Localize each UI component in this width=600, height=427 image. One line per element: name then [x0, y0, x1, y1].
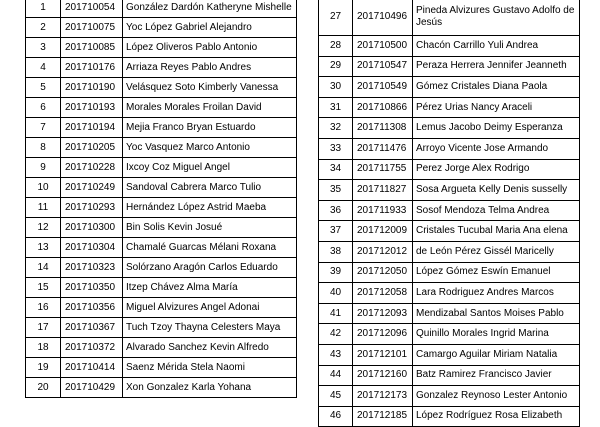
row-number-cell: 3: [26, 38, 61, 58]
table-row: [26, 198, 297, 218]
student-id-cell: 201710350: [61, 278, 123, 298]
student-id-cell: 201712173: [353, 386, 413, 407]
student-id-cell: 201710194: [61, 118, 123, 138]
student-id-cell: 201710205: [61, 138, 123, 158]
student-name-cell: Lara Rodriguez Andres Marcos: [413, 283, 580, 304]
student-name-cell: Cristales Tucubal Maria Ana elena: [413, 221, 580, 242]
student-name-cell: Pérez Urias Nancy Araceli: [413, 97, 580, 118]
row-number-cell: 27: [319, 0, 353, 36]
table-row: [319, 303, 580, 324]
student-name-cell: Saenz Mérida Stela Naomi: [123, 358, 297, 378]
student-name-cell: López Rodríguez Rosa Elizabeth: [413, 406, 580, 427]
student-id-cell: 201710549: [353, 77, 413, 98]
row-number-cell: 35: [319, 180, 353, 201]
student-name-cell: Sosof Mendoza Telma Andrea: [413, 200, 580, 221]
table-row: [26, 298, 297, 318]
student-id-cell: 201710323: [61, 258, 123, 278]
student-name-cell: Sandoval Cabrera Marco Tulio: [123, 178, 297, 198]
student-id-cell: 201712160: [353, 365, 413, 386]
row-number-cell: 1: [26, 0, 61, 18]
student-id-cell: 201710496: [353, 0, 413, 36]
student-list-table-right: [318, 0, 580, 427]
student-list-table-left: [25, 0, 297, 398]
student-id-cell: 201710500: [353, 36, 413, 57]
student-id-cell: 201710304: [61, 238, 123, 258]
student-id-cell: 201710414: [61, 358, 123, 378]
student-name-cell: Velásquez Soto Kimberly Vanessa: [123, 78, 297, 98]
row-number-cell: 19: [26, 358, 61, 378]
table-row: [26, 0, 297, 18]
student-name-cell: Mendizabal Santos Moises Pablo: [413, 303, 580, 324]
table-row: [26, 238, 297, 258]
student-id-cell: 201710429: [61, 378, 123, 398]
student-name-cell: Pineda Alvizures Gustavo Adolfo de Jesús: [413, 0, 580, 36]
student-name-cell: Solórzano Aragón Carlos Eduardo: [123, 258, 297, 278]
row-number-cell: 34: [319, 159, 353, 180]
student-name-cell: Chacón Carrillo Yuli Andrea: [413, 36, 580, 57]
table-row: [319, 180, 580, 201]
student-id-cell: 201710054: [61, 0, 123, 18]
student-name-cell: Morales Morales Froilan David: [123, 98, 297, 118]
row-number-cell: 39: [319, 262, 353, 283]
table-row: [319, 118, 580, 139]
student-id-cell: 201712050: [353, 262, 413, 283]
table-row: [26, 78, 297, 98]
row-number-cell: 30: [319, 77, 353, 98]
student-id-cell: 201711827: [353, 180, 413, 201]
table-row: [319, 138, 580, 159]
table-row: [319, 221, 580, 242]
table-row: [319, 344, 580, 365]
table-row: [26, 258, 297, 278]
student-name-cell: Mejia Franco Bryan Estuardo: [123, 118, 297, 138]
student-id-cell: 201712185: [353, 406, 413, 427]
student-name-cell: Batz Ramirez Francisco Javier: [413, 365, 580, 386]
student-id-cell: 201711308: [353, 118, 413, 139]
row-number-cell: 20: [26, 378, 61, 398]
row-number-cell: 18: [26, 338, 61, 358]
student-id-cell: 201710193: [61, 98, 123, 118]
table-row: [319, 324, 580, 345]
row-number-cell: 13: [26, 238, 61, 258]
row-number-cell: 5: [26, 78, 61, 98]
row-number-cell: 37: [319, 221, 353, 242]
student-id-cell: 201710367: [61, 318, 123, 338]
row-number-cell: 44: [319, 365, 353, 386]
row-number-cell: 41: [319, 303, 353, 324]
table-row: [26, 318, 297, 338]
student-id-cell: 201710190: [61, 78, 123, 98]
table-row: [26, 218, 297, 238]
table-row: [26, 118, 297, 138]
student-id-cell: 201710547: [353, 56, 413, 77]
row-number-cell: 11: [26, 198, 61, 218]
student-list-body-right: [319, 0, 580, 427]
student-name-cell: Yoc Vasquez Marco Antonio: [123, 138, 297, 158]
table-row: [319, 406, 580, 427]
student-name-cell: Peraza Herrera Jennifer Jeanneth: [413, 56, 580, 77]
student-name-cell: López Oliveros Pablo Antonio: [123, 38, 297, 58]
row-number-cell: 10: [26, 178, 61, 198]
row-number-cell: 8: [26, 138, 61, 158]
student-name-cell: Yoc López Gabriel Alejandro: [123, 18, 297, 38]
student-name-cell: Hernández López Astrid Maeba: [123, 198, 297, 218]
row-number-cell: 17: [26, 318, 61, 338]
student-list-body-left: [26, 0, 297, 398]
table-row: [26, 278, 297, 298]
student-id-cell: 201710085: [61, 38, 123, 58]
row-number-cell: 32: [319, 118, 353, 139]
student-name-cell: Camargo Aguilar Miriam Natalia: [413, 344, 580, 365]
table-row: [319, 0, 580, 36]
row-number-cell: 28: [319, 36, 353, 57]
row-number-cell: 15: [26, 278, 61, 298]
row-number-cell: 42: [319, 324, 353, 345]
student-name-cell: Arriaza Reyes Pablo Andres: [123, 58, 297, 78]
student-id-cell: 201710075: [61, 18, 123, 38]
student-name-cell: López Gómez Eswín Emanuel: [413, 262, 580, 283]
student-id-cell: 201711933: [353, 200, 413, 221]
table-row: [319, 36, 580, 57]
student-name-cell: Quinillo Morales Ingrid Marina: [413, 324, 580, 345]
student-id-cell: 201711476: [353, 138, 413, 159]
row-number-cell: 14: [26, 258, 61, 278]
table-row: [319, 365, 580, 386]
row-number-cell: 33: [319, 138, 353, 159]
student-name-cell: Arroyo Vicente Jose Armando: [413, 138, 580, 159]
table-row: [26, 38, 297, 58]
table-row: [319, 283, 580, 304]
table-row: [26, 338, 297, 358]
row-number-cell: 7: [26, 118, 61, 138]
student-id-cell: 201710249: [61, 178, 123, 198]
table-row: [26, 98, 297, 118]
student-name-cell: Chamalé Guarcas Mélani Roxana: [123, 238, 297, 258]
student-name-cell: de León Pérez Gissél Maricelly: [413, 241, 580, 262]
student-id-cell: 201710293: [61, 198, 123, 218]
student-name-cell: Miguel Alvizures Angel Adonai: [123, 298, 297, 318]
student-name-cell: Alvarado Sanchez Kevin Alfredo: [123, 338, 297, 358]
student-id-cell: 201712009: [353, 221, 413, 242]
table-row: [319, 77, 580, 98]
row-number-cell: 31: [319, 97, 353, 118]
row-number-cell: 9: [26, 158, 61, 178]
table-row: [319, 241, 580, 262]
row-number-cell: 46: [319, 406, 353, 427]
student-name-cell: Bin Solis Kevin Josué: [123, 218, 297, 238]
row-number-cell: 4: [26, 58, 61, 78]
student-id-cell: 201710228: [61, 158, 123, 178]
student-id-cell: 201712058: [353, 283, 413, 304]
student-name-cell: Ixcoy Coz Miguel Angel: [123, 158, 297, 178]
table-row: [26, 18, 297, 38]
row-number-cell: 36: [319, 200, 353, 221]
table-row: [319, 56, 580, 77]
row-number-cell: 12: [26, 218, 61, 238]
table-row: [26, 158, 297, 178]
table-row: [26, 378, 297, 398]
table-row: [26, 58, 297, 78]
row-number-cell: 6: [26, 98, 61, 118]
student-name-cell: Itzep Chávez Alma María: [123, 278, 297, 298]
student-id-cell: 201712096: [353, 324, 413, 345]
table-row: [319, 386, 580, 407]
student-name-cell: Perez Jorge Alex Rodrigo: [413, 159, 580, 180]
table-row: [319, 159, 580, 180]
student-name-cell: Lemus Jacobo Deimy Esperanza: [413, 118, 580, 139]
student-id-cell: 201712101: [353, 344, 413, 365]
row-number-cell: 45: [319, 386, 353, 407]
student-id-cell: 201710356: [61, 298, 123, 318]
table-row: [319, 97, 580, 118]
student-id-cell: 201710866: [353, 97, 413, 118]
row-number-cell: 40: [319, 283, 353, 304]
student-name-cell: Tuch Tzoy Thayna Celesters Maya: [123, 318, 297, 338]
student-id-cell: 201710372: [61, 338, 123, 358]
student-id-cell: 201710176: [61, 58, 123, 78]
table-row: [26, 138, 297, 158]
row-number-cell: 43: [319, 344, 353, 365]
table-row: [26, 358, 297, 378]
student-id-cell: 201712012: [353, 241, 413, 262]
row-number-cell: 38: [319, 241, 353, 262]
student-name-cell: Gonzalez Reynoso Lester Antonio: [413, 386, 580, 407]
student-name-cell: Sosa Argueta Kelly Denis susselly: [413, 180, 580, 201]
table-row: [319, 200, 580, 221]
table-row: [319, 262, 580, 283]
student-name-cell: Xon Gonzalez Karla Yohana: [123, 378, 297, 398]
student-id-cell: 201711755: [353, 159, 413, 180]
row-number-cell: 2: [26, 18, 61, 38]
student-id-cell: 201710300: [61, 218, 123, 238]
row-number-cell: 29: [319, 56, 353, 77]
table-row: [26, 178, 297, 198]
student-name-cell: González Dardón Katheryne Mishelle: [123, 0, 297, 18]
student-name-cell: Gómez Cristales Diana Paola: [413, 77, 580, 98]
row-number-cell: 16: [26, 298, 61, 318]
student-id-cell: 201712093: [353, 303, 413, 324]
